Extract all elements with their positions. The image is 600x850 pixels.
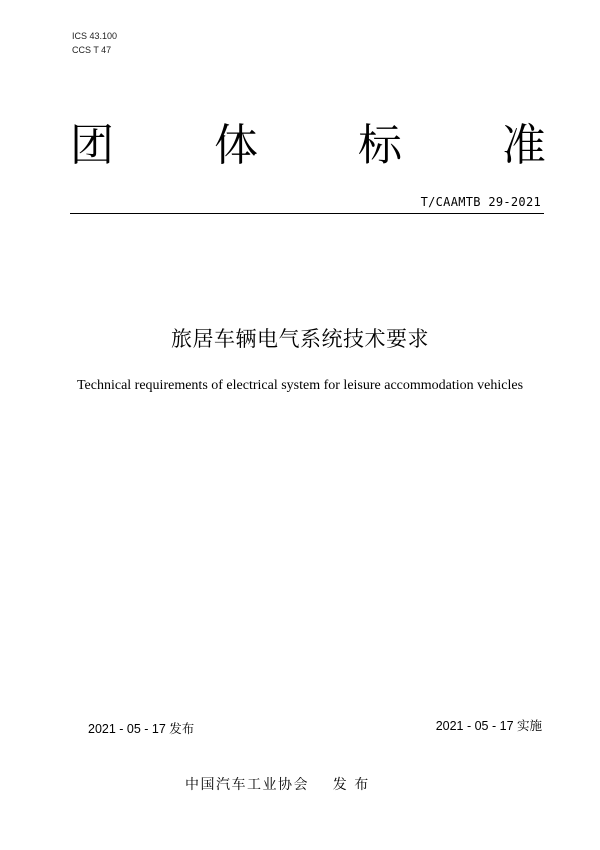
ccs-code: CCS T 47	[72, 45, 112, 55]
heading-char: 标	[358, 120, 402, 171]
header-divider	[70, 213, 544, 214]
heading-char: 准	[502, 120, 546, 171]
issue-date: 2021 - 05 - 17 发布	[88, 722, 195, 736]
publisher: 中国汽车工业协会 发 布	[185, 777, 370, 793]
heading-char: 团	[70, 120, 114, 171]
implementation-date: 2021 - 05 - 17 实施	[435, 719, 542, 733]
standard-number: T/CAAMTB 29-2021	[420, 195, 541, 209]
english-title: Technical requirements of electrical system for leisure accommodation vehicles	[76, 378, 524, 393]
classification-codes	[72, 29, 117, 57]
ics-code: ICS 43.100	[72, 31, 118, 41]
chinese-title: 旅居车辆电气系统技术要求	[171, 327, 429, 351]
document-type-heading	[70, 118, 548, 174]
heading-char: 体	[214, 120, 258, 171]
